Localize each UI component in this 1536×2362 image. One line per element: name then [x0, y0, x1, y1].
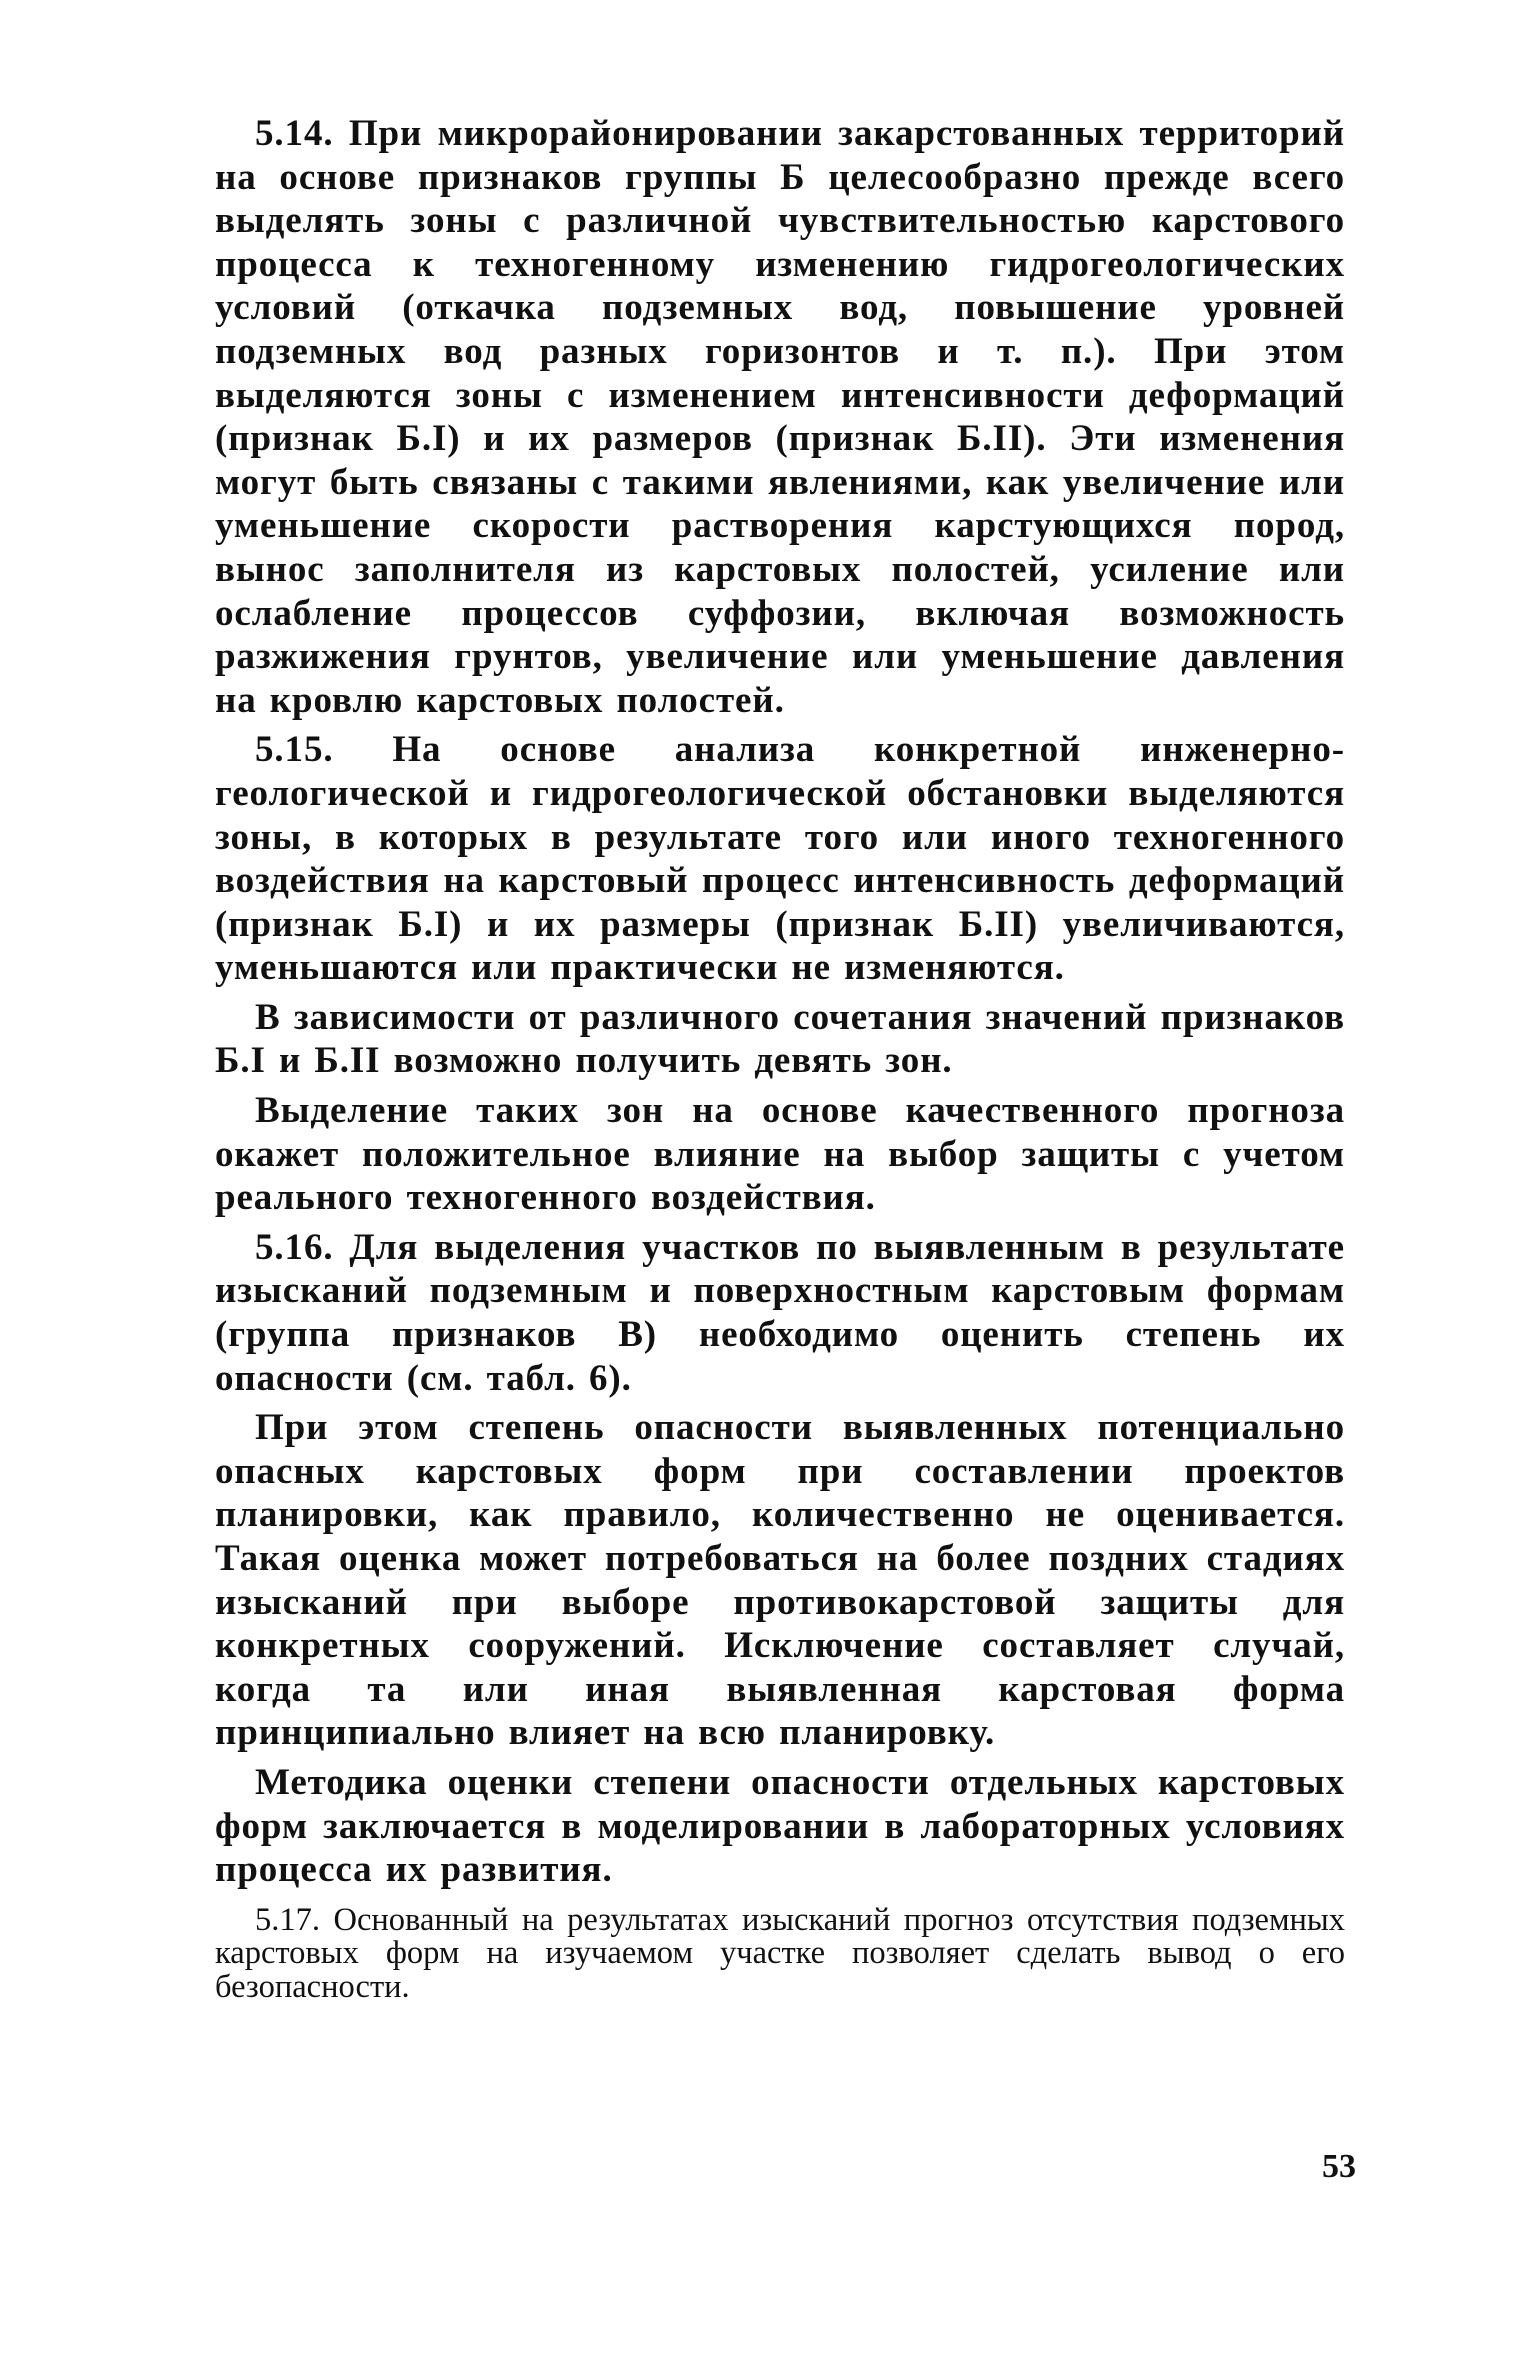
paragraph-text: Методика оценки степени опасности отдельных карстовых форм заключается в моделировании в лабораторных условиях процесса их развития.	[215, 1761, 1345, 1891]
page-number: 53	[1322, 2148, 1356, 2185]
clause-number: 5.15.	[255, 729, 334, 771]
body-text	[215, 112, 1345, 2004]
paragraph-hazard-degree	[215, 1406, 1345, 1755]
clause-number: 5.14.	[255, 113, 334, 154]
paragraph-5-16	[215, 1226, 1345, 1400]
paragraph-text: Для выделения участков по выявленным в результате изысканий подземным и поверхностным карстовым формам (группа признаков В) необходимо оценить степень их опасности (см. табл. 6).	[215, 1226, 1345, 1399]
paragraph-text: На основе анализа конкретной инженерно-геологической и гидрогеологической обстановки выделяются зоны, в которых в результате того или иного техногенного воздействия на карстовый процесс интенсивность деформаций (признак Б.I) и их размеры (признак Б.II) увеличиваются, уменьшаются или практически не изменяются.	[215, 729, 1345, 989]
paragraph-text: В зависимости от различного сочетания значений признаков Б.I и Б.II возможно получить девять зон.	[215, 996, 1345, 1082]
paragraph-text: При микрорайонировании закарстованных территорий на основе признаков группы Б целесообразно прежде всего выделять зоны с различной чувствительностью карстового процесса к техногенному изменению гидрогеологических условий (откачка подземных вод, повышение уровней подземных вод разных горизонтов и т. п.). При этом выделяются зоны с изменением интенсивности деформаций (признак Б.I) и их размеров (признак Б.II). Эти изменения могут быть связаны с такими явлениями, как увеличение или уменьшение скорости растворения карстующихся пород, вынос заполнителя из карстовых полостей, усиление или ослабление процессов суффозии, включая возможность разжижения грунтов, увеличение или уменьшение давления на кровлю карстовых полостей.	[215, 113, 1345, 721]
paragraph-nine-zones	[215, 996, 1345, 1083]
clause-number: 5.17.	[255, 1901, 320, 1938]
paragraph-text: При этом степень опасности выявленных потенциально опасных карстовых форм при составлении проектов планировки, как правило, количественно не оценивается. Такая оценка может потребоваться на более поздних стадиях изысканий при выборе противокарстовой защиты для конкретных сооружений. Исключение составляет случай, когда та или иная выявленная карстовая форма принципиально влияет на всю планировку.	[215, 1407, 1345, 1754]
paragraph-5-14	[215, 112, 1345, 722]
clause-number: 5.16.	[255, 1226, 334, 1268]
paragraph-text: Основанный на результатах изысканий прогноз отсутствия подземных карстовых форм на изучаемом участке позволяет сделать вывод о его безопасности.	[215, 1901, 1345, 2005]
paragraph-method	[215, 1761, 1345, 1892]
paragraph-5-17	[215, 1901, 1345, 2005]
paragraph-text: Выделение таких зон на основе качественного прогноза окажет положительное влияние на выбор защиты с учетом реального техногенного воздействия.	[215, 1090, 1345, 1219]
paragraph-zone-selection	[215, 1089, 1345, 1220]
paragraph-5-15	[215, 728, 1345, 990]
